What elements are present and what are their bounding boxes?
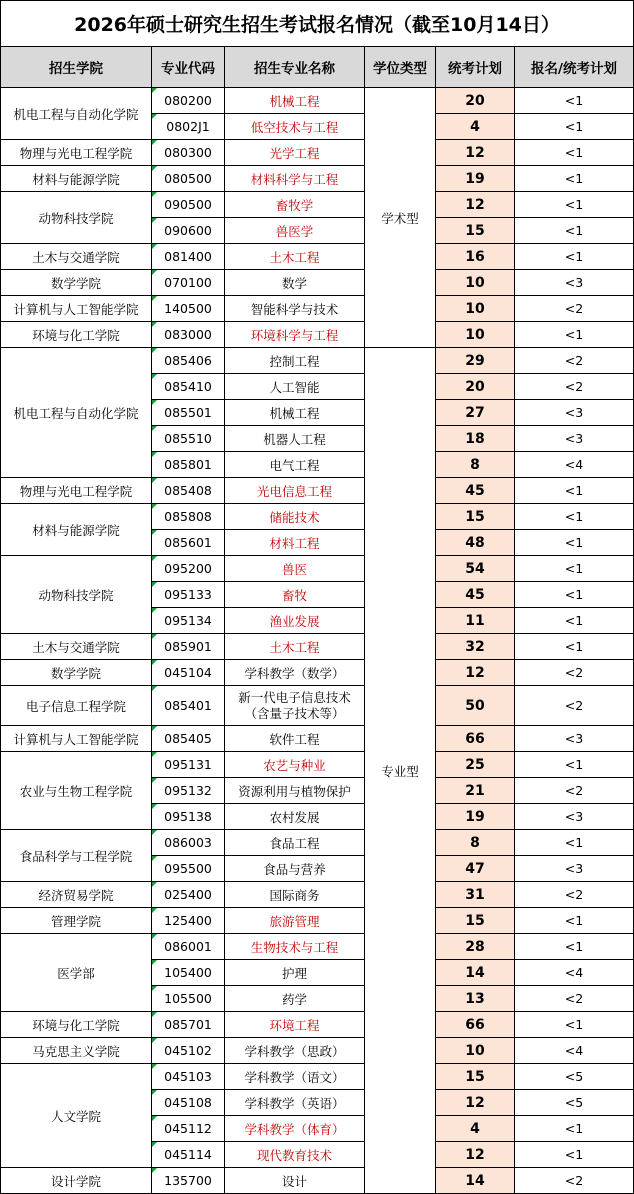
college-cell: 农业与生物工程学院 [1, 752, 152, 830]
college-cell: 马克思主义学院 [1, 1038, 152, 1064]
ratio-cell: <1 [515, 934, 634, 960]
major-cell: 数学 [225, 270, 365, 296]
plan-cell: 32 [436, 634, 515, 660]
ratio-cell: <1 [515, 752, 634, 778]
college-cell: 动物科技学院 [1, 192, 152, 244]
table-row [1, 726, 634, 752]
plan-cell: 14 [436, 1168, 515, 1194]
plan-cell: 29 [436, 348, 515, 374]
major-cell: 光电信息工程 [225, 478, 365, 504]
table-row [1, 830, 634, 856]
code-cell: 085401 [152, 686, 225, 726]
header-code: 专业代码 [152, 47, 225, 88]
code-cell: 085410 [152, 374, 225, 400]
code-cell: 095132 [152, 778, 225, 804]
major-cell: 兽医 [225, 556, 365, 582]
ratio-cell: <3 [515, 426, 634, 452]
ratio-cell: <1 [515, 530, 634, 556]
plan-cell: 12 [436, 140, 515, 166]
code-cell: 086001 [152, 934, 225, 960]
plan-cell: 18 [436, 426, 515, 452]
college-cell: 土木与交通学院 [1, 634, 152, 660]
code-cell: 045112 [152, 1116, 225, 1142]
code-cell: 105400 [152, 960, 225, 986]
code-cell: 140500 [152, 296, 225, 322]
code-cell: 095138 [152, 804, 225, 830]
plan-cell: 45 [436, 478, 515, 504]
major-cell: 学科教学（数学） [225, 660, 365, 686]
ratio-cell: <2 [515, 296, 634, 322]
code-cell: 080200 [152, 88, 225, 114]
table-row [1, 1064, 634, 1090]
code-cell: 085405 [152, 726, 225, 752]
plan-cell: 11 [436, 608, 515, 634]
table-row [1, 140, 634, 166]
code-cell: 085701 [152, 1012, 225, 1038]
ratio-cell: <2 [515, 660, 634, 686]
plan-cell: 20 [436, 374, 515, 400]
ratio-cell: <1 [515, 322, 634, 348]
plan-cell: 15 [436, 504, 515, 530]
major-cell: 土木工程 [225, 244, 365, 270]
ratio-cell: <2 [515, 348, 634, 374]
major-cell: 智能科学与技术 [225, 296, 365, 322]
college-cell: 环境与化工学院 [1, 1012, 152, 1038]
major-cell: 畜牧 [225, 582, 365, 608]
header-plan: 统考计划 [436, 47, 515, 88]
plan-cell: 28 [436, 934, 515, 960]
plan-cell: 50 [436, 686, 515, 726]
major-cell: 机械工程 [225, 88, 365, 114]
college-cell: 电子信息工程学院 [1, 686, 152, 726]
page-title: 2026年硕士研究生招生考试报名情况（截至10月14日） [1, 1, 634, 47]
code-cell: 083000 [152, 322, 225, 348]
header-college: 招生学院 [1, 47, 152, 88]
table-row [1, 270, 634, 296]
college-cell: 人文学院 [1, 1064, 152, 1168]
college-cell: 物理与光电工程学院 [1, 478, 152, 504]
major-cell: 土木工程 [225, 634, 365, 660]
ratio-cell: <3 [515, 270, 634, 296]
degree-type-cell: 学术型 [365, 88, 436, 348]
major-cell: 渔业发展 [225, 608, 365, 634]
code-cell: 045108 [152, 1090, 225, 1116]
plan-cell: 12 [436, 1090, 515, 1116]
plan-cell: 31 [436, 882, 515, 908]
ratio-cell: <1 [515, 830, 634, 856]
college-cell: 设计学院 [1, 1168, 152, 1194]
plan-cell: 15 [436, 1064, 515, 1090]
ratio-cell: <1 [515, 166, 634, 192]
plan-cell: 21 [436, 778, 515, 804]
major-cell [225, 686, 365, 726]
ratio-cell: <2 [515, 686, 634, 726]
code-cell: 085601 [152, 530, 225, 556]
major-cell: 储能技术 [225, 504, 365, 530]
table-row [1, 296, 634, 322]
college-cell: 计算机与人工智能学院 [1, 726, 152, 752]
college-cell: 动物科技学院 [1, 556, 152, 634]
header-row [1, 47, 634, 88]
code-cell: 080500 [152, 166, 225, 192]
major-cell: 药学 [225, 986, 365, 1012]
ratio-cell: <1 [515, 634, 634, 660]
code-cell: 025400 [152, 882, 225, 908]
table-row [1, 556, 634, 582]
table-row [1, 908, 634, 934]
college-cell: 医学部 [1, 934, 152, 1012]
plan-cell: 66 [436, 1012, 515, 1038]
ratio-cell: <4 [515, 452, 634, 478]
code-cell: 045104 [152, 660, 225, 686]
major-cell: 设计 [225, 1168, 365, 1194]
major-line-2: （含量子技术等） [244, 705, 345, 721]
code-cell: 125400 [152, 908, 225, 934]
code-cell: 045103 [152, 1064, 225, 1090]
major-cell: 人工智能 [225, 374, 365, 400]
code-cell: 085801 [152, 452, 225, 478]
college-cell: 数学学院 [1, 270, 152, 296]
code-cell: 090600 [152, 218, 225, 244]
code-cell: 045102 [152, 1038, 225, 1064]
code-cell: 085510 [152, 426, 225, 452]
plan-cell: 4 [436, 114, 515, 140]
plan-cell: 66 [436, 726, 515, 752]
plan-cell: 20 [436, 88, 515, 114]
ratio-cell: <1 [515, 504, 634, 530]
code-cell: 080300 [152, 140, 225, 166]
code-cell: 085406 [152, 348, 225, 374]
major-cell: 兽医学 [225, 218, 365, 244]
college-cell: 经济贸易学院 [1, 882, 152, 908]
major-cell: 农村发展 [225, 804, 365, 830]
ratio-cell: <4 [515, 1038, 634, 1064]
ratio-cell: <1 [515, 140, 634, 166]
plan-cell: 47 [436, 856, 515, 882]
major-cell: 环境工程 [225, 1012, 365, 1038]
major-cell: 护理 [225, 960, 365, 986]
table-row [1, 244, 634, 270]
degree-type-cell: 专业型 [365, 348, 436, 1194]
ratio-cell: <5 [515, 1090, 634, 1116]
table-row [1, 504, 634, 530]
ratio-cell: <1 [515, 114, 634, 140]
plan-cell: 14 [436, 960, 515, 986]
header-degree-type: 学位类型 [365, 47, 436, 88]
code-cell: 086003 [152, 830, 225, 856]
ratio-cell: <2 [515, 778, 634, 804]
ratio-cell: <1 [515, 192, 634, 218]
ratio-cell: <1 [515, 582, 634, 608]
table-row [1, 934, 634, 960]
table-row [1, 166, 634, 192]
code-cell: 095200 [152, 556, 225, 582]
college-cell: 环境与化工学院 [1, 322, 152, 348]
code-cell: 0802J1 [152, 114, 225, 140]
ratio-cell: <1 [515, 1012, 634, 1038]
major-cell: 学科教学（英语） [225, 1090, 365, 1116]
major-cell: 国际商务 [225, 882, 365, 908]
ratio-cell: <3 [515, 400, 634, 426]
major-cell: 材料科学与工程 [225, 166, 365, 192]
college-cell: 数学学院 [1, 660, 152, 686]
college-cell: 材料与能源学院 [1, 166, 152, 192]
college-cell: 机电工程与自动化学院 [1, 88, 152, 140]
plan-cell: 8 [436, 830, 515, 856]
table-row [1, 752, 634, 778]
plan-cell: 54 [436, 556, 515, 582]
plan-cell: 15 [436, 218, 515, 244]
college-cell: 食品科学与工程学院 [1, 830, 152, 882]
code-cell: 085408 [152, 478, 225, 504]
major-cell: 软件工程 [225, 726, 365, 752]
ratio-cell: <1 [515, 608, 634, 634]
major-cell: 农艺与种业 [225, 752, 365, 778]
ratio-cell: <1 [515, 478, 634, 504]
plan-cell: 10 [436, 1038, 515, 1064]
code-cell: 135700 [152, 1168, 225, 1194]
plan-cell: 48 [436, 530, 515, 556]
plan-cell: 10 [436, 296, 515, 322]
major-cell: 旅游管理 [225, 908, 365, 934]
table-row [1, 1038, 634, 1064]
code-cell: 095133 [152, 582, 225, 608]
ratio-cell: <2 [515, 986, 634, 1012]
ratio-cell: <1 [515, 908, 634, 934]
major-cell: 畜牧学 [225, 192, 365, 218]
plan-cell: 13 [436, 986, 515, 1012]
plan-cell: 4 [436, 1116, 515, 1142]
table-row [1, 1012, 634, 1038]
plan-cell: 12 [436, 1142, 515, 1168]
table-row [1, 634, 634, 660]
college-cell: 计算机与人工智能学院 [1, 296, 152, 322]
major-cell: 学科教学（体育） [225, 1116, 365, 1142]
plan-cell: 27 [436, 400, 515, 426]
major-cell: 环境科学与工程 [225, 322, 365, 348]
header-ratio: 报名/统考计划 [515, 47, 634, 88]
table-row [1, 322, 634, 348]
table-row [1, 660, 634, 686]
ratio-cell: <1 [515, 1142, 634, 1168]
major-cell: 资源利用与植物保护 [225, 778, 365, 804]
code-cell: 090500 [152, 192, 225, 218]
major-cell: 光学工程 [225, 140, 365, 166]
ratio-cell: <4 [515, 960, 634, 986]
college-cell: 机电工程与自动化学院 [1, 348, 152, 478]
table-row [1, 1168, 634, 1194]
plan-cell: 25 [436, 752, 515, 778]
major-cell: 材料工程 [225, 530, 365, 556]
ratio-cell: <3 [515, 726, 634, 752]
college-cell: 物理与光电工程学院 [1, 140, 152, 166]
plan-cell: 12 [436, 192, 515, 218]
plan-cell: 45 [436, 582, 515, 608]
plan-cell: 19 [436, 804, 515, 830]
code-cell: 095131 [152, 752, 225, 778]
code-cell: 095500 [152, 856, 225, 882]
header-major: 招生专业名称 [225, 47, 365, 88]
code-cell: 085808 [152, 504, 225, 530]
major-cell: 低空技术与工程 [225, 114, 365, 140]
major-cell: 生物技术与工程 [225, 934, 365, 960]
major-cell: 机器人工程 [225, 426, 365, 452]
ratio-cell: <1 [515, 244, 634, 270]
college-cell: 材料与能源学院 [1, 504, 152, 556]
plan-cell: 19 [436, 166, 515, 192]
major-cell: 机械工程 [225, 400, 365, 426]
ratio-cell: <1 [515, 218, 634, 244]
table-row [1, 192, 634, 218]
major-line-1: 新一代电子信息技术 [238, 689, 351, 705]
table-row [1, 478, 634, 504]
major-cell: 食品与营养 [225, 856, 365, 882]
ratio-cell: <1 [515, 1116, 634, 1142]
plan-cell: 8 [436, 452, 515, 478]
code-cell: 045114 [152, 1142, 225, 1168]
major-cell: 现代教育技术 [225, 1142, 365, 1168]
ratio-cell: <2 [515, 374, 634, 400]
major-cell: 控制工程 [225, 348, 365, 374]
ratio-cell: <3 [515, 804, 634, 830]
major-cell: 学科教学（思政） [225, 1038, 365, 1064]
code-cell: 085501 [152, 400, 225, 426]
ratio-cell: <1 [515, 556, 634, 582]
code-cell: 081400 [152, 244, 225, 270]
table-row [1, 88, 634, 114]
code-cell: 095134 [152, 608, 225, 634]
major-cell: 电气工程 [225, 452, 365, 478]
ratio-cell: <2 [515, 1168, 634, 1194]
table-row [1, 348, 634, 374]
code-cell: 070100 [152, 270, 225, 296]
plan-cell: 10 [436, 270, 515, 296]
major-cell: 学科教学（语文） [225, 1064, 365, 1090]
ratio-cell: <2 [515, 882, 634, 908]
college-cell: 管理学院 [1, 908, 152, 934]
code-cell: 105500 [152, 986, 225, 1012]
ratio-cell: <1 [515, 88, 634, 114]
plan-cell: 12 [436, 660, 515, 686]
code-cell: 085901 [152, 634, 225, 660]
plan-cell: 16 [436, 244, 515, 270]
major-cell: 食品工程 [225, 830, 365, 856]
plan-cell: 15 [436, 908, 515, 934]
table-row [1, 686, 634, 726]
college-cell: 土木与交通学院 [1, 244, 152, 270]
ratio-cell: <5 [515, 1064, 634, 1090]
plan-cell: 10 [436, 322, 515, 348]
ratio-cell: <3 [515, 856, 634, 882]
table-row [1, 882, 634, 908]
